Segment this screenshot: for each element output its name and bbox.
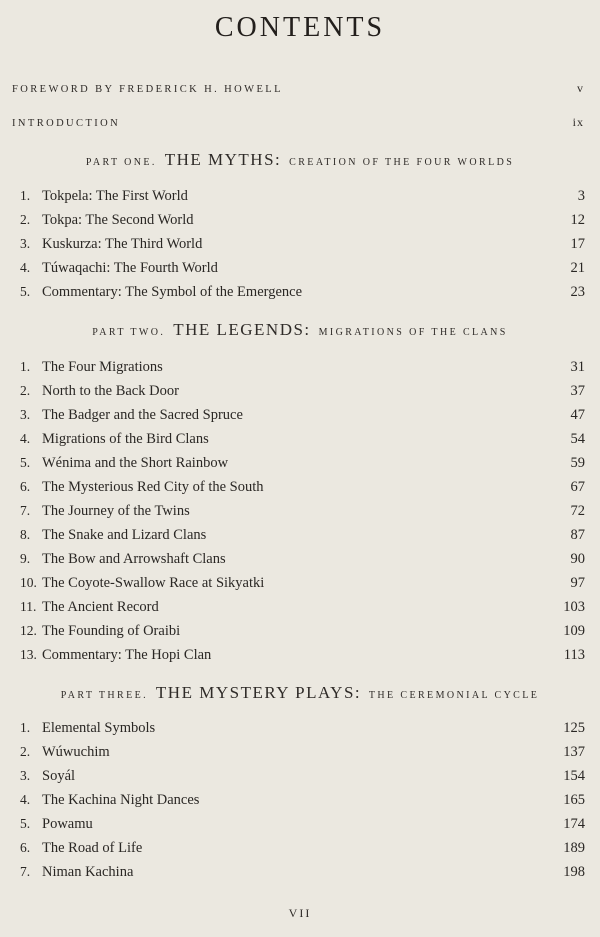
entry-number: 3. — [20, 768, 31, 783]
entry-page: 67 — [570, 479, 585, 495]
toc-entry — [20, 359, 585, 376]
page-number: VII — [288, 906, 312, 920]
toc-entry — [20, 407, 585, 424]
entry-number: 6. — [20, 479, 31, 494]
entry-title: The Bow and Arrowshaft Clans — [42, 551, 226, 567]
page-title: CONTENTS — [214, 12, 386, 43]
toc-entry — [20, 431, 585, 448]
entry-number: 1. — [20, 359, 31, 374]
entry-page: 72 — [570, 503, 585, 519]
entry-title: Niman Kachina — [42, 864, 134, 880]
entry-number: 3. — [20, 236, 31, 251]
entry-title: FOREWORD BY FREDERICK H. HOWELL — [12, 84, 283, 95]
entry-title: The Snake and Lizard Clans — [42, 527, 207, 543]
toc-entry — [20, 720, 585, 737]
entry-number: 9. — [20, 551, 31, 566]
toc-entry-foreword — [12, 81, 584, 96]
entry-title: Kuskurza: The Third World — [42, 236, 203, 252]
entry-page: 103 — [563, 599, 585, 615]
toc-entry — [20, 212, 585, 229]
entry-number: 1. — [20, 720, 31, 735]
entry-page: 154 — [563, 768, 585, 784]
part-title: THE MYTHS: — [164, 150, 282, 169]
part-prefix: PART ONE. — [85, 157, 157, 168]
entry-title: North to the Back Door — [42, 383, 179, 399]
entry-title: Commentary: The Hopi Clan — [42, 647, 212, 663]
toc-entry — [20, 816, 585, 833]
entry-page: 17 — [570, 236, 585, 252]
part-three-heading — [0, 683, 600, 703]
entry-page: 21 — [570, 260, 585, 276]
entry-title: The Four Migrations — [42, 359, 163, 375]
toc-entry — [20, 599, 585, 616]
entry-page: 165 — [563, 792, 585, 808]
part-prefix: PART THREE. — [60, 690, 149, 701]
entry-page: 87 — [570, 527, 585, 543]
entry-number: 5. — [20, 816, 31, 831]
entry-number: 11. — [20, 599, 37, 614]
entry-title: INTRODUCTION — [12, 118, 121, 129]
toc-entry — [20, 383, 585, 400]
toc-entry — [20, 623, 585, 640]
entry-title: The Founding of Oraibi — [42, 623, 181, 639]
entry-number: 10. — [20, 575, 37, 590]
entry-number: 4. — [20, 431, 31, 446]
entry-title: The Road of Life — [42, 840, 143, 856]
entry-title: The Coyote-Swallow Race at Sikyatki — [42, 575, 265, 591]
toc-entry — [20, 575, 585, 592]
toc-entry — [20, 744, 585, 761]
part-one-heading — [0, 150, 600, 170]
entry-page: 109 — [563, 623, 585, 639]
entry-page: 90 — [570, 551, 585, 567]
toc-entry — [20, 527, 585, 544]
entry-title: The Badger and the Sacred Spruce — [42, 407, 243, 423]
entry-page: 54 — [570, 431, 585, 447]
entry-number: 7. — [20, 864, 31, 879]
entry-number: 7. — [20, 503, 31, 518]
entry-number: 3. — [20, 407, 31, 422]
entry-title: The Ancient Record — [42, 599, 159, 615]
entry-number: 8. — [20, 527, 31, 542]
entry-title: Soyál — [42, 768, 76, 784]
entry-page: 59 — [570, 455, 585, 471]
toc-entry — [20, 188, 585, 205]
toc-entry — [20, 768, 585, 785]
entry-title: Túwaqachi: The Fourth World — [42, 260, 218, 276]
entry-title: Wénima and the Short Rainbow — [42, 455, 229, 471]
entry-number: 12. — [20, 623, 37, 638]
entry-number: 5. — [20, 455, 31, 470]
entry-page: 198 — [563, 864, 585, 880]
toc-entry — [20, 864, 585, 881]
entry-page: 23 — [570, 284, 585, 300]
part-subtitle: MIGRATIONS OF THE CLANS — [318, 327, 508, 338]
toc-entry — [20, 260, 585, 277]
entry-page: 113 — [563, 647, 585, 663]
entry-title: Tokpa: The Second World — [42, 212, 194, 228]
toc-entry — [20, 647, 585, 664]
entry-title: The Kachina Night Dances — [42, 792, 200, 808]
toc-entry — [20, 236, 585, 253]
entry-number: 1. — [20, 188, 31, 203]
entry-number: 4. — [20, 792, 31, 807]
entry-page: 37 — [570, 383, 585, 399]
entry-number: 2. — [20, 744, 31, 759]
entry-page: 97 — [570, 575, 585, 591]
entry-page: ix — [572, 115, 584, 129]
entry-title: The Mysterious Red City of the South — [42, 479, 264, 495]
part-prefix: PART TWO. — [92, 327, 166, 338]
entry-title: The Journey of the Twins — [42, 503, 190, 519]
toc-entry — [20, 551, 585, 568]
entry-page: 47 — [570, 407, 585, 423]
entry-page: 3 — [577, 188, 585, 204]
entry-page: 174 — [563, 816, 585, 832]
part-title: THE MYSTERY PLAYS: — [155, 683, 362, 702]
toc-entry — [20, 455, 585, 472]
entry-number: 13. — [20, 647, 37, 662]
part-title: THE LEGENDS: — [173, 320, 311, 339]
entry-title: Tokpela: The First World — [42, 188, 188, 204]
toc-entry — [20, 503, 585, 520]
part-subtitle: CREATION OF THE FOUR WORLDS — [289, 157, 515, 168]
toc-entry-introduction — [12, 115, 584, 130]
entry-title: Powamu — [42, 816, 93, 832]
entry-page: 125 — [563, 720, 585, 736]
entry-title: Elemental Symbols — [42, 720, 156, 736]
entry-page: 189 — [563, 840, 585, 856]
entry-page: v — [577, 81, 584, 95]
entry-page: 12 — [570, 212, 585, 228]
entry-title: Commentary: The Symbol of the Emergence — [42, 284, 303, 300]
entry-title: Migrations of the Bird Clans — [42, 431, 209, 447]
entry-page: 137 — [563, 744, 585, 760]
toc-entry — [20, 479, 585, 496]
entry-number: 2. — [20, 383, 31, 398]
toc-entry — [20, 284, 585, 301]
entry-number: 4. — [20, 260, 31, 275]
toc-entry — [20, 792, 585, 809]
toc-entry — [20, 840, 585, 857]
part-subtitle: THE CEREMONIAL CYCLE — [368, 690, 540, 701]
entry-number: 6. — [20, 840, 31, 855]
entry-page: 31 — [570, 359, 585, 375]
entry-title: Wúwuchim — [42, 744, 110, 760]
part-two-heading — [0, 320, 600, 340]
entry-number: 2. — [20, 212, 31, 227]
entry-number: 5. — [20, 284, 31, 299]
